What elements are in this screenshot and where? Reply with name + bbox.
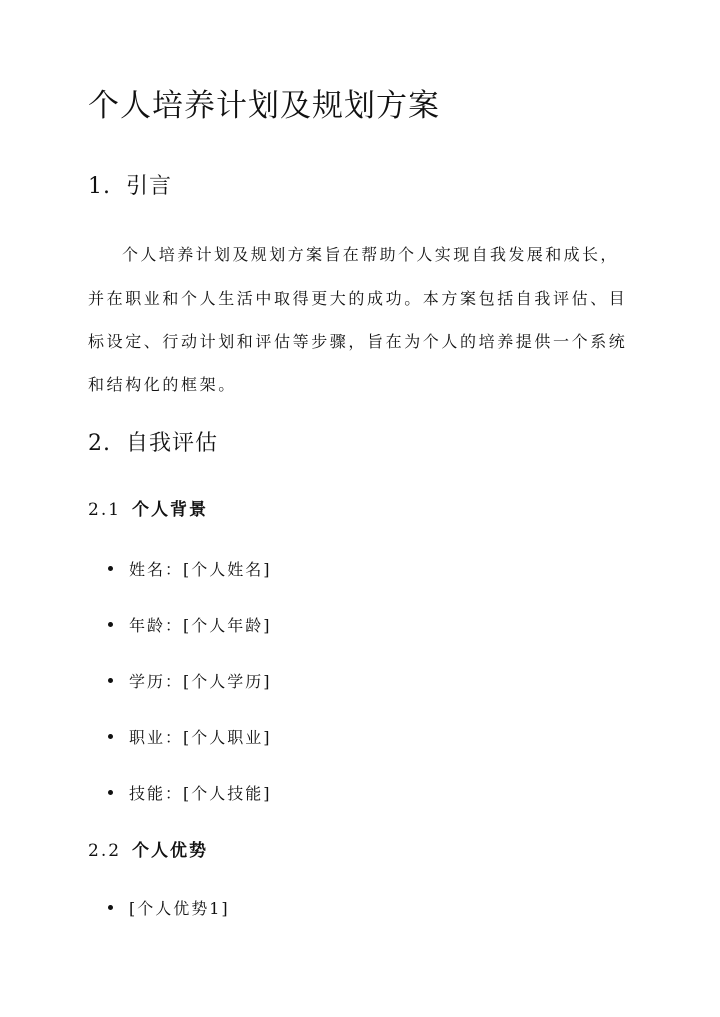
list-item-text: 学历：[个人学历] [129, 672, 272, 691]
section-heading-self-assessment [88, 429, 218, 459]
section-title: 自我评估 [126, 431, 219, 456]
bullet-icon [108, 734, 113, 739]
list-item [108, 897, 230, 921]
paragraph-line: 并在职业和个人生活中取得更大的成功。本方案包括自我评估、目 [88, 289, 628, 308]
paragraph-line: 标设定、行动计划和评估等步骤，旨在为个人的培养提供一个系统 [88, 332, 628, 351]
list-item [108, 726, 272, 750]
paragraph-line: 和结构化的框架。 [88, 375, 237, 394]
bullet-icon [108, 678, 113, 683]
section-number: 1. [88, 174, 111, 199]
list-item-text: 姓名：[个人姓名] [129, 560, 272, 579]
bullet-icon [108, 622, 113, 627]
list-item [108, 614, 272, 638]
subsection-title: 个人背景 [132, 500, 208, 520]
section-title: 引言 [126, 174, 173, 199]
list-item [108, 670, 272, 694]
section-number: 2. [88, 431, 111, 456]
list-item-text: 年龄：[个人年龄] [129, 616, 272, 635]
paragraph-line: 个人培养计划及规划方案旨在帮助个人实现自我发展和成长， [122, 245, 619, 264]
subsection-number: 2.1 [88, 500, 122, 520]
bullet-icon [108, 905, 113, 910]
subsection-title: 个人优势 [132, 841, 208, 861]
bullet-icon [108, 566, 113, 571]
document-title: 个人培养计划及规划方案 [88, 88, 440, 124]
list-item-text: 职业：[个人职业] [129, 728, 272, 747]
section-heading-introduction [88, 172, 172, 202]
bullet-icon [108, 790, 113, 795]
subsection-heading-personal-background [88, 497, 208, 523]
list-item-text: 技能：[个人技能] [129, 784, 272, 803]
subsection-heading-personal-strengths [88, 838, 208, 864]
list-item [108, 782, 272, 806]
list-item [108, 558, 272, 582]
list-item-text: [个人优势1] [129, 899, 230, 918]
subsection-number: 2.2 [88, 841, 122, 861]
